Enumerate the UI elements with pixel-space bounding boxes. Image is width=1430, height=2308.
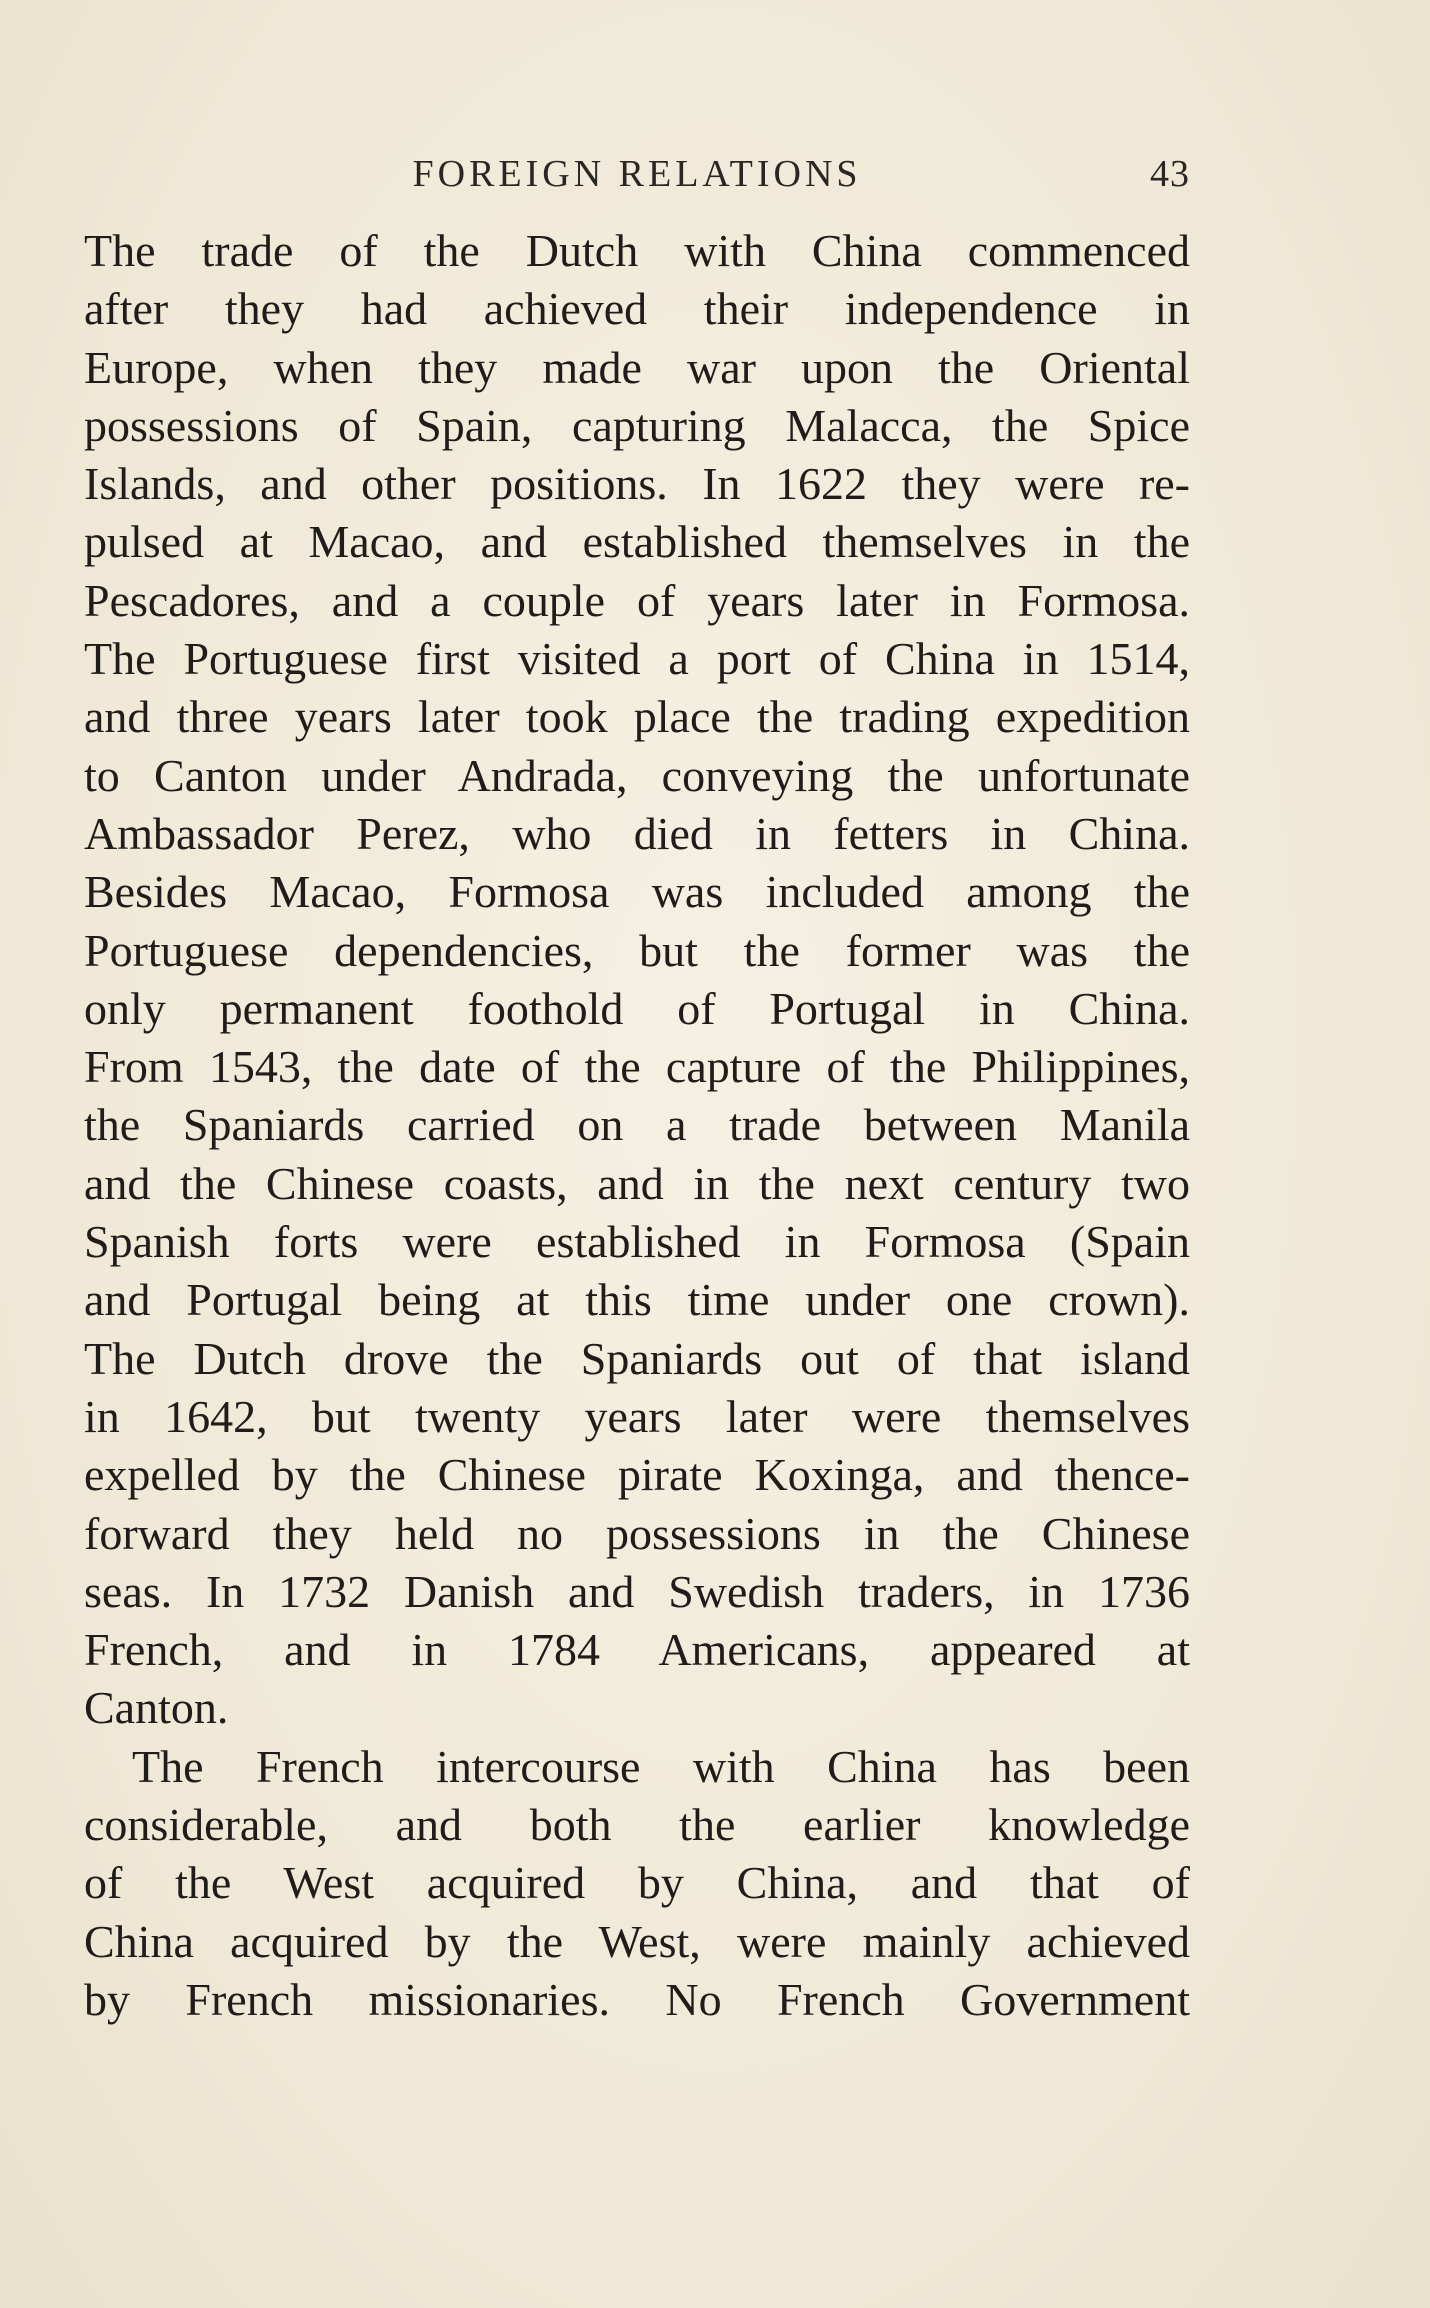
text-line: only permanent foothold of Portugal in China.: [84, 982, 1190, 1034]
text-line: to Canton under Andrada, conveying the unfortunate: [84, 749, 1190, 801]
text-line: seas. In 1732 Danish and Swedish traders, in 1736: [84, 1565, 1190, 1617]
text-line: forward they held no possessions in the Chinese: [84, 1507, 1190, 1559]
text-line: The Portuguese first visited a port of China in 1514,: [84, 633, 1190, 685]
text-line: French, and in 1784 Americans, appeared at: [84, 1624, 1190, 1676]
text-line: Europe, when they made war upon the Oriental: [84, 341, 1190, 393]
text-line: of the West acquired by China, and that of: [84, 1857, 1190, 1909]
running-title: FOREIGN RELATIONS: [412, 153, 862, 195]
text-line: Ambassador Perez, who died in fetters in China.: [84, 807, 1190, 859]
text-line: pulsed at Macao, and established themselves in the: [84, 516, 1190, 568]
text-line: expelled by the Chinese pirate Koxinga, and thence-: [84, 1449, 1190, 1501]
text-line: Portuguese dependencies, but the former was the: [84, 924, 1190, 976]
text-line: Besides Macao, Formosa was included among the: [84, 866, 1190, 918]
text-line: after they had achieved their independence in: [84, 283, 1190, 335]
page-number: 43: [1150, 153, 1190, 195]
text-line: The French intercourse with China has been: [132, 1740, 1190, 1792]
text-line: and the Chinese coasts, and in the next century two: [84, 1157, 1190, 1209]
text-line: possessions of Spain, capturing Malacca, the Spice: [84, 399, 1190, 451]
text-line: China acquired by the West, were mainly achieved: [84, 1915, 1190, 1967]
running-head: [84, 152, 1190, 196]
body-text: [84, 222, 1190, 2029]
text-line: From 1543, the date of the capture of the Philippines,: [84, 1041, 1190, 1093]
text-line: by French missionaries. No French Government: [84, 1973, 1190, 2025]
text-line: considerable, and both the earlier knowledge: [84, 1799, 1190, 1851]
text-line: The trade of the Dutch with China commenced: [84, 225, 1190, 276]
text-line: The Dutch drove the Spaniards out of that island: [84, 1332, 1190, 1384]
text-line: and Portugal being at this time under one crown).: [84, 1274, 1190, 1326]
text-line: Spanish forts were established in Formosa (Spain: [84, 1216, 1190, 1268]
text-line: and three years later took place the trading expedition: [84, 691, 1190, 743]
text-line: in 1642, but twenty years later were themselves: [84, 1390, 1190, 1442]
text-line: Pescadores, and a couple of years later in Formosa.: [84, 574, 1190, 626]
text-line: Islands, and other positions. In 1622 they were re-: [84, 458, 1190, 510]
text-line: the Spaniards carried on a trade between Manila: [84, 1099, 1190, 1151]
text-line: Canton.: [84, 1682, 229, 1734]
